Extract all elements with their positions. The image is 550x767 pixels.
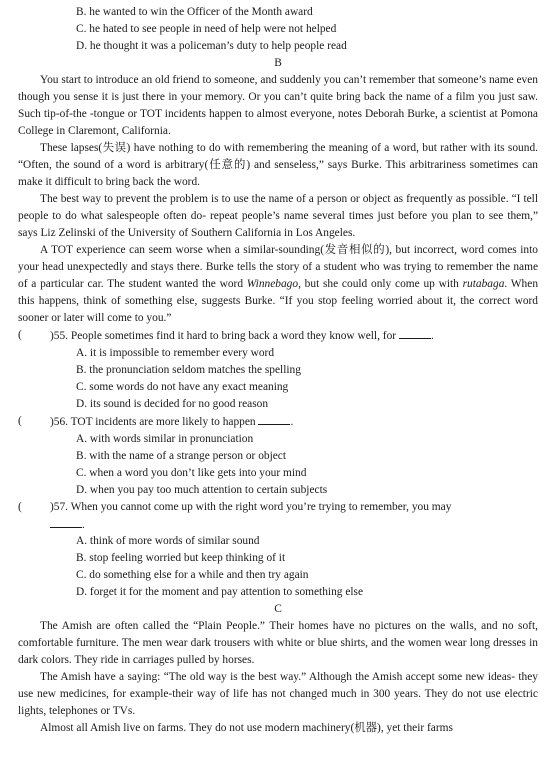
exam-page bbox=[18, 4, 538, 737]
passage-c-paragraph-2: The Amish have a saying: “The old way is the best way.” Although the Amish accept some new ideas- they use new medicines, for example-their way of life has not changed much in 300 years. They do not use electric lights, telephones or TVs. bbox=[18, 671, 538, 717]
q57-option-d[interactable]: D. forget it for the moment and pay attention to something else bbox=[76, 586, 364, 598]
paragraph-4-part-1: A TOT experience can seem worse when a similar-sounding(发音相似的), but incorrect, word comes into your head unexpectedly and stays there. Burke tells the story of a student who was trying to remember the name of a particular car. The student wanted the word bbox=[18, 244, 538, 290]
q55-option-a[interactable]: A. it is impossible to remember every word bbox=[76, 347, 275, 359]
answer-paren-55[interactable]: ( bbox=[18, 329, 22, 341]
passage-c-paragraph-3: Almost all Amish live on farms. They do not use modern machinery(机器), yet their farms bbox=[40, 722, 453, 734]
q57-option-c[interactable]: C. do something else for a while and then try again bbox=[76, 569, 309, 581]
answer-blank-56[interactable] bbox=[258, 413, 290, 425]
q56-option-c[interactable]: C. when a word you don’t like gets into your mind bbox=[76, 467, 307, 479]
q56-option-a[interactable]: A. with words similar in pronunciation bbox=[76, 433, 254, 445]
word-rutabaga: rutabaga bbox=[462, 278, 505, 290]
question-57-end: . bbox=[82, 519, 85, 531]
passage-b-paragraph-3: The best way to prevent the problem is to use the name of a person or object as frequently as possible. “I tell people to do what salespeople often do- repeat people’s name several times just before you plan to see them,” says Liz Zelinski of the University of Southern California in Los Angeles. bbox=[18, 193, 538, 239]
passage-c-paragraph-1: The Amish are often called the “Plain People.” Their homes have no pictures on the walls, and no soft, comfortable furniture. The men wear dark trousers with white or blue shirts, and the women wear long dresses in dark colors. They ride in carriages pulled by horses. bbox=[18, 620, 538, 666]
answer-paren-57[interactable]: ( bbox=[18, 501, 22, 513]
question-55-stem: )55. People sometimes find it hard to bring back a word they know well, for bbox=[50, 330, 397, 342]
q55-option-d[interactable]: D. its sound is decided for no good reason bbox=[76, 398, 269, 410]
answer-paren-56[interactable]: ( bbox=[18, 415, 22, 427]
passage-b-paragraph-1: You start to introduce an old friend to someone, and suddenly you can’t remember that someone’s name even though you sense it is just there in your memory. Or you can’t quite bring back the name of a film you just saw. Such tip-of-the -tongue or TOT incidents happen to almost everyone, notes Deborah Burke, a scientist at Pomona College in Claremont, California. bbox=[18, 74, 538, 137]
question-55 bbox=[18, 327, 538, 345]
answer-blank-57[interactable] bbox=[50, 516, 82, 528]
question-56-stem: )56. TOT incidents are more likely to happen bbox=[50, 416, 256, 428]
option-d[interactable]: D. he thought it was a policeman’s duty to help people read bbox=[76, 40, 347, 52]
passage-b-paragraph-4 bbox=[18, 242, 538, 327]
section-b-heading: B bbox=[274, 57, 282, 69]
q57-option-a[interactable]: A. think of more words of similar sound bbox=[76, 535, 260, 547]
question-55-end: . bbox=[430, 330, 434, 342]
q55-option-b[interactable]: B. the pronunciation seldom matches the spelling bbox=[76, 364, 301, 376]
q56-option-d[interactable]: D. when you pay too much attention to certain subjects bbox=[76, 484, 328, 496]
question-56-end: . bbox=[290, 416, 294, 428]
answer-blank-55[interactable] bbox=[399, 327, 431, 339]
question-57-stem: )57. When you cannot come up with the right word you’re trying to remember, you may bbox=[50, 501, 452, 513]
car-name-winnebago: Winnebago bbox=[246, 278, 299, 290]
paragraph-4-part-3: . When this happens, think of something else, suggests Burke. “If you stop feeling worried about it, the correct word sooner or later will come to you.” bbox=[18, 278, 539, 324]
passage-b-paragraph-2: These lapses(失误) have nothing to do with remembering the meaning of a word, but rather with its sound. “Often, the sound of a word is arbitrary(任意的) and senseless,” says Burke. This arbitrariness sometimes can make it difficult to bring back the word. bbox=[18, 142, 538, 188]
question-57 bbox=[18, 499, 538, 516]
option-b[interactable]: B. he wanted to win the Officer of the Month award bbox=[76, 6, 313, 18]
q57-option-b[interactable]: B. stop feeling worried but keep thinking of it bbox=[76, 552, 286, 564]
q56-option-b[interactable]: B. with the name of a strange person or object bbox=[76, 450, 287, 462]
paragraph-4-part-2: , but she could only come up with bbox=[298, 278, 463, 290]
previous-question-options bbox=[18, 4, 538, 55]
question-56 bbox=[18, 413, 538, 431]
question-57-blank-line bbox=[18, 516, 538, 533]
section-c-heading: C bbox=[274, 603, 282, 615]
option-c[interactable]: C. he hated to see people in need of help were not helped bbox=[76, 23, 337, 35]
q55-option-c[interactable]: C. some words do not have any exact meaning bbox=[76, 381, 289, 393]
